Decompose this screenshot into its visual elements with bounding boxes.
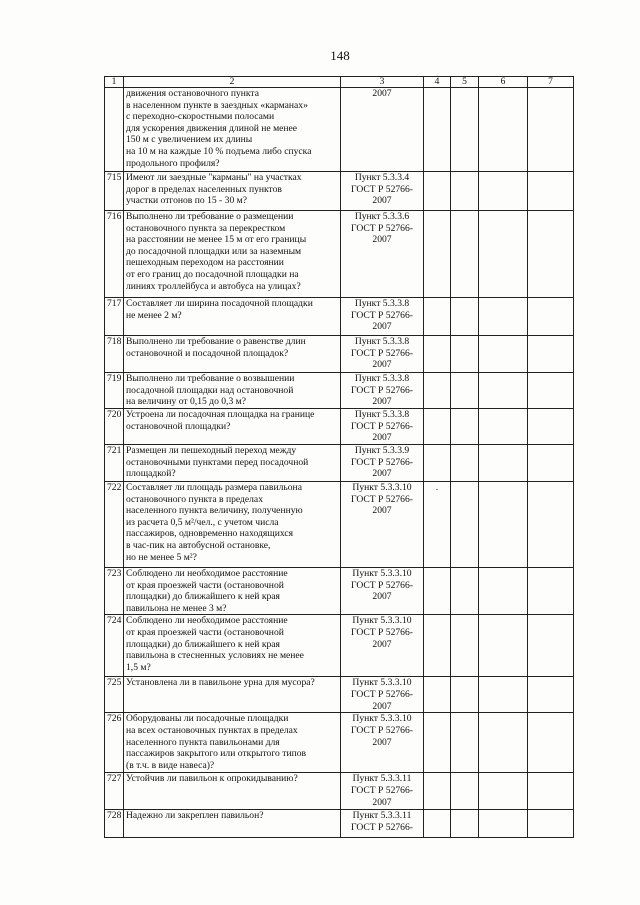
empty-cell bbox=[451, 88, 479, 172]
question-cell bbox=[124, 482, 341, 568]
empty-cell bbox=[479, 88, 528, 172]
question-line: на расстоянии не менее 15 м от его границы bbox=[126, 234, 307, 246]
question-line: остановочного пункта в пределах bbox=[126, 493, 263, 505]
table-row bbox=[105, 172, 574, 211]
empty-cell bbox=[451, 713, 479, 773]
question-line: населенного пункта величину, полученную bbox=[126, 505, 303, 517]
empty-cell bbox=[528, 409, 574, 445]
question-line: на всех остановочных пунктах в пределах bbox=[126, 724, 298, 736]
question-cell bbox=[124, 373, 341, 409]
question-line: продольного профиля? bbox=[126, 157, 220, 169]
mark-cell bbox=[424, 615, 451, 677]
question-line: участки отгонов по 15 - 30 м? bbox=[126, 195, 247, 207]
reference-line: 2007 bbox=[372, 321, 392, 333]
reference-line: 2007 bbox=[372, 234, 392, 246]
table-row bbox=[105, 810, 574, 838]
question-line: Составляет ли ширина посадочной площадки bbox=[126, 298, 313, 309]
empty-cell bbox=[528, 482, 574, 568]
empty-cell bbox=[479, 810, 528, 838]
table-row bbox=[105, 713, 574, 773]
reference-cell bbox=[341, 482, 424, 568]
question-cell bbox=[124, 615, 341, 677]
table-row bbox=[105, 482, 574, 568]
question-line: остановочного пункта за перекрестком bbox=[126, 222, 286, 234]
question-line: в час-пик на автобусной остановке, bbox=[126, 539, 271, 551]
header-row bbox=[105, 77, 574, 88]
empty-cell bbox=[479, 568, 528, 615]
column-header: 4 bbox=[424, 77, 451, 88]
reference-line: ГОСТ Р 52766- bbox=[351, 222, 413, 234]
empty-cell bbox=[451, 810, 479, 838]
question-cell bbox=[124, 773, 341, 810]
reference-cell bbox=[341, 211, 424, 298]
reference-line: ГОСТ Р 52766- bbox=[351, 384, 413, 396]
empty-cell bbox=[451, 298, 479, 336]
reference-line: Пункт 5.3.3.6 bbox=[354, 211, 410, 222]
table-row bbox=[105, 373, 574, 409]
reference-cell bbox=[341, 615, 424, 677]
row-number: 724 bbox=[105, 615, 124, 677]
empty-cell bbox=[451, 445, 479, 482]
question-cell bbox=[124, 336, 341, 373]
empty-cell bbox=[479, 172, 528, 211]
reference-line: ГОСТ Р 52766- bbox=[351, 456, 413, 468]
mark-cell bbox=[424, 713, 451, 773]
table-row bbox=[105, 88, 574, 172]
question-line: Соблюдено ли необходимое расстояние bbox=[126, 615, 288, 627]
question-line: остановочной и посадочной площадок? bbox=[126, 347, 289, 359]
reference-cell bbox=[341, 336, 424, 373]
table-row bbox=[105, 336, 574, 373]
column-header: 2 bbox=[124, 77, 341, 88]
reference-line: Пункт 5.3.3.4 bbox=[354, 172, 410, 183]
question-line: в населенном пункте в заездных «карманах» bbox=[126, 99, 308, 111]
question-line: Выполнено ли требование о возвышении bbox=[126, 373, 295, 384]
reference-line: ГОСТ Р 52766- bbox=[351, 626, 413, 638]
question-cell bbox=[124, 409, 341, 445]
question-cell bbox=[124, 88, 341, 172]
reference-cell bbox=[341, 445, 424, 482]
question-line: Составляет ли площадь размера павильона bbox=[126, 482, 302, 493]
reference-line: ГОСТ Р 52766- bbox=[351, 309, 413, 321]
mark-cell bbox=[424, 677, 451, 713]
question-line: дорог в пределах населенных пунктов bbox=[126, 183, 282, 195]
table-row bbox=[105, 677, 574, 713]
row-number bbox=[105, 88, 124, 172]
reference-line: ГОСТ Р 52766- bbox=[351, 784, 413, 796]
question-line: пассажиров, одновременно находящихся bbox=[126, 528, 294, 540]
reference-cell bbox=[341, 677, 424, 713]
empty-cell bbox=[451, 615, 479, 677]
question-line: павильона не менее 3 м? bbox=[126, 602, 227, 614]
reference-line: ГОСТ Р 52766- bbox=[351, 493, 413, 505]
mark-cell bbox=[424, 445, 451, 482]
reference-cell bbox=[341, 298, 424, 336]
question-line: Устроена ли посадочная площадка на границе bbox=[126, 409, 315, 420]
row-number: 722 bbox=[105, 482, 124, 568]
question-line: населенного пункта павильонами для bbox=[126, 736, 280, 748]
empty-cell bbox=[479, 615, 528, 677]
reference-line: Пункт 5.3.3.10 bbox=[352, 713, 412, 725]
empty-cell bbox=[451, 172, 479, 211]
question-line: не менее 2 м? bbox=[126, 309, 182, 321]
empty-cell bbox=[451, 211, 479, 298]
reference-line: Пункт 5.3.3.8 bbox=[354, 298, 410, 309]
reference-line: Пункт 5.3.3.8 bbox=[354, 409, 410, 420]
reference-line: 2007 bbox=[372, 700, 392, 712]
question-line: (в т.ч. в виде навеса)? bbox=[126, 759, 215, 771]
mark-cell bbox=[424, 211, 451, 298]
empty-cell bbox=[479, 373, 528, 409]
empty-cell bbox=[479, 409, 528, 445]
mark-cell: . bbox=[424, 482, 451, 568]
mark-cell bbox=[424, 568, 451, 615]
question-line: площадкой? bbox=[126, 468, 176, 480]
question-line: из расчета 0,5 м²/чел., с учетом числа bbox=[126, 516, 279, 528]
question-line: остановочными пунктами перед посадочной bbox=[126, 456, 309, 468]
empty-cell bbox=[528, 568, 574, 615]
mark-cell bbox=[424, 336, 451, 373]
empty-cell bbox=[479, 677, 528, 713]
row-number: 718 bbox=[105, 336, 124, 373]
reference-cell bbox=[341, 88, 424, 172]
reference-line: Пункт 5.3.3.10 bbox=[352, 615, 412, 627]
question-line: 150 м с увеличением их длины bbox=[126, 134, 253, 146]
empty-cell bbox=[528, 211, 574, 298]
empty-cell bbox=[528, 615, 574, 677]
question-line: Установлена ли в павильоне урна для мусора? bbox=[126, 677, 315, 689]
question-line: пешеходным переходом на расстоянии bbox=[126, 257, 284, 269]
empty-cell bbox=[528, 298, 574, 336]
reference-cell bbox=[341, 773, 424, 810]
question-line: Выполнено ли требование о равенстве длин bbox=[126, 336, 306, 347]
empty-cell bbox=[479, 211, 528, 298]
table-row bbox=[105, 445, 574, 482]
question-cell bbox=[124, 677, 341, 713]
question-line: павильона в стесненных условиях не менее bbox=[126, 650, 304, 662]
question-line: пассажиров закрытого или открытого типов bbox=[126, 748, 307, 760]
reference-line: 2007 bbox=[372, 505, 392, 517]
reference-line: Пункт 5.3.3.10 bbox=[352, 568, 412, 579]
column-header: 6 bbox=[479, 77, 528, 88]
empty-cell bbox=[528, 88, 574, 172]
question-line: от края проезжей части (остановочной bbox=[126, 626, 284, 638]
question-line: 1,5 м? bbox=[126, 661, 151, 673]
empty-cell bbox=[528, 172, 574, 211]
question-line: движения остановочного пункта bbox=[126, 88, 260, 99]
question-line: Выполнено ли требование о размещении bbox=[126, 211, 294, 222]
page-number: 148 bbox=[330, 48, 350, 63]
question-cell bbox=[124, 568, 341, 615]
question-line: на величину от 0,15 до 0,3 м? bbox=[126, 396, 246, 408]
question-line: остановочной площадки? bbox=[126, 420, 231, 432]
reference-line: 2007 bbox=[372, 359, 392, 371]
reference-cell bbox=[341, 373, 424, 409]
question-line: Имеют ли заездные "карманы" на участках bbox=[126, 172, 302, 183]
row-number: 715 bbox=[105, 172, 124, 211]
reference-line: 2007 bbox=[372, 432, 392, 444]
question-cell bbox=[124, 445, 341, 482]
empty-cell bbox=[451, 482, 479, 568]
empty-cell bbox=[528, 373, 574, 409]
reference-line: Пункт 5.3.3.10 bbox=[352, 677, 412, 689]
checklist-table bbox=[104, 76, 574, 838]
empty-cell bbox=[479, 445, 528, 482]
question-line: линиях троллейбуса и автобуса на улицах? bbox=[126, 280, 301, 292]
empty-cell bbox=[479, 298, 528, 336]
empty-cell bbox=[528, 713, 574, 773]
reference-line: Пункт 5.3.3.11 bbox=[352, 773, 412, 785]
question-line: на 10 м на каждые 10 % подъема либо спуска bbox=[126, 145, 312, 157]
question-line: Соблюдено ли необходимое расстояние bbox=[126, 568, 288, 579]
row-number: 723 bbox=[105, 568, 124, 615]
reference-cell bbox=[341, 713, 424, 773]
table-row bbox=[105, 568, 574, 615]
question-cell bbox=[124, 713, 341, 773]
mark-cell bbox=[424, 810, 451, 838]
question-cell bbox=[124, 211, 341, 298]
mark-cell bbox=[424, 88, 451, 172]
reference-cell bbox=[341, 810, 424, 838]
table-row bbox=[105, 615, 574, 677]
mark-cell bbox=[424, 373, 451, 409]
question-line: площадки) до ближайшего к ней края bbox=[126, 591, 280, 603]
row-number: 716 bbox=[105, 211, 124, 298]
question-line: Оборудованы ли посадочные площадки bbox=[126, 713, 289, 725]
question-cell bbox=[124, 172, 341, 211]
empty-cell bbox=[451, 677, 479, 713]
mark-cell bbox=[424, 773, 451, 810]
question-line: с переходно-скоростными полосами bbox=[126, 111, 275, 123]
reference-cell bbox=[341, 172, 424, 211]
reference-line: ГОСТ Р 52766- bbox=[351, 821, 413, 833]
empty-cell bbox=[451, 409, 479, 445]
reference-line: ГОСТ Р 52766- bbox=[351, 347, 413, 359]
question-line: но не менее 5 м²? bbox=[126, 551, 197, 563]
column-header: 3 bbox=[341, 77, 424, 88]
empty-cell bbox=[451, 336, 479, 373]
question-line: для ускорения движения длиной не менее bbox=[126, 122, 298, 134]
reference-cell bbox=[341, 409, 424, 445]
table-row bbox=[105, 298, 574, 336]
mark-cell bbox=[424, 298, 451, 336]
reference-line: ГОСТ Р 52766- bbox=[351, 579, 413, 591]
empty-cell bbox=[451, 373, 479, 409]
reference-line: 2007 bbox=[372, 195, 392, 207]
empty-cell bbox=[528, 677, 574, 713]
empty-cell bbox=[528, 773, 574, 810]
reference-line: ГОСТ Р 52766- bbox=[351, 688, 413, 700]
row-number: 725 bbox=[105, 677, 124, 713]
reference-line: 2007 bbox=[372, 396, 392, 408]
question-line: площадки) до ближайшего к ней края bbox=[126, 638, 280, 650]
row-number: 728 bbox=[105, 810, 124, 838]
question-line: Надежно ли закреплен павильон? bbox=[126, 810, 264, 822]
row-number: 720 bbox=[105, 409, 124, 445]
reference-line: ГОСТ Р 52766- bbox=[351, 724, 413, 736]
mark-cell bbox=[424, 409, 451, 445]
mark-cell bbox=[424, 172, 451, 211]
empty-cell bbox=[528, 336, 574, 373]
empty-cell bbox=[528, 445, 574, 482]
reference-line: Пункт 5.3.3.9 bbox=[354, 445, 410, 456]
question-line: посадочной площадки над остановочной bbox=[126, 384, 294, 396]
table-row bbox=[105, 773, 574, 810]
table-row bbox=[105, 211, 574, 298]
row-number: 726 bbox=[105, 713, 124, 773]
reference-cell bbox=[341, 568, 424, 615]
reference-line: 2007 bbox=[372, 88, 392, 99]
question-line: до посадочной площадки или за наземным bbox=[126, 245, 302, 257]
question-line: от его границ до посадочной площадки на bbox=[126, 268, 299, 280]
question-cell bbox=[124, 298, 341, 336]
empty-cell bbox=[451, 773, 479, 810]
question-cell bbox=[124, 810, 341, 838]
column-header: 1 bbox=[105, 77, 124, 88]
empty-cell bbox=[479, 713, 528, 773]
empty-cell bbox=[479, 482, 528, 568]
question-line: от края проезжей части (остановочной bbox=[126, 579, 284, 591]
table-row bbox=[105, 409, 574, 445]
reference-line: ГОСТ Р 52766- bbox=[351, 420, 413, 432]
reference-line: Пункт 5.3.3.11 bbox=[352, 810, 412, 822]
reference-line: Пункт 5.3.3.10 bbox=[352, 482, 412, 493]
reference-line: Пункт 5.3.3.8 bbox=[354, 336, 410, 347]
empty-cell bbox=[479, 336, 528, 373]
reference-line: 2007 bbox=[372, 736, 392, 748]
row-number: 719 bbox=[105, 373, 124, 409]
row-number: 721 bbox=[105, 445, 124, 482]
column-header: 5 bbox=[451, 77, 479, 88]
question-line: Устойчив ли павильон к опрокидыванию? bbox=[126, 773, 298, 785]
question-line: Размещен ли пешеходный переход между bbox=[126, 445, 297, 456]
empty-cell bbox=[479, 773, 528, 810]
reference-line: 2007 bbox=[372, 796, 392, 808]
reference-line: 2007 bbox=[372, 638, 392, 650]
column-header: 7 bbox=[528, 77, 574, 88]
reference-line: ГОСТ Р 52766- bbox=[351, 183, 413, 195]
reference-line: 2007 bbox=[372, 468, 392, 480]
empty-cell bbox=[528, 810, 574, 838]
row-number: 717 bbox=[105, 298, 124, 336]
row-number: 727 bbox=[105, 773, 124, 810]
empty-cell bbox=[451, 568, 479, 615]
reference-line: Пункт 5.3.3.8 bbox=[354, 373, 410, 384]
reference-line: 2007 bbox=[372, 591, 392, 603]
